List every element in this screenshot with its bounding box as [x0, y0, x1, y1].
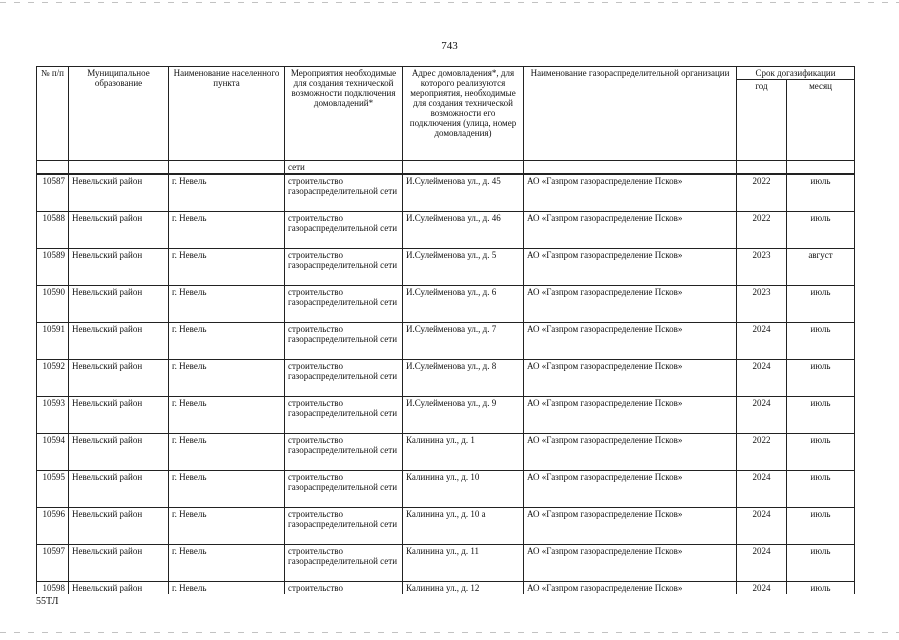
cell-municipality: Невельский район: [69, 286, 169, 323]
cell-year: 2024: [737, 397, 787, 434]
cell-month: июль: [787, 360, 855, 397]
cell-organization: АО «Газпром газораспределение Псков»: [524, 508, 737, 545]
cell-organization: АО «Газпром газораспределение Псков»: [524, 397, 737, 434]
cell-year: 2022: [737, 434, 787, 471]
table-row: [37, 286, 855, 323]
cell-address: И.Сулейменова ул., д. 45: [403, 174, 524, 212]
cell-month: август: [787, 249, 855, 286]
cell-num: 10593: [37, 397, 69, 434]
header-measures: Мероприятия необходимые для создания технической возможности подключения домовладений*: [285, 67, 403, 161]
cell-year: 2024: [737, 508, 787, 545]
cell-organization: АО «Газпром газораспределение Псков»: [524, 286, 737, 323]
header-address: Адрес домовладения*, для которого реализуются мероприятия, необходимые для создания технической возможности его подключения (улица, номер домовладения): [403, 67, 524, 161]
cell-num: 10590: [37, 286, 69, 323]
cell-settlement: г. Невель: [169, 471, 285, 508]
table-body: [37, 161, 855, 595]
cell-measure: строительство газораспределительной сети: [285, 323, 403, 360]
cell-municipality: Невельский район: [69, 471, 169, 508]
gasification-table: [36, 66, 855, 594]
cell-num: 10592: [37, 360, 69, 397]
cell-num: 10598: [37, 582, 69, 595]
cell-year: 2024: [737, 582, 787, 595]
cell-year: 2024: [737, 323, 787, 360]
table-row: [37, 471, 855, 508]
cell-month: июль: [787, 471, 855, 508]
scan-edge-bottom: [0, 632, 899, 633]
cell-address: И.Сулейменова ул., д. 5: [403, 249, 524, 286]
cell-year: 2022: [737, 212, 787, 249]
cell-address: Калинина ул., д. 10: [403, 471, 524, 508]
cell-municipality: Невельский район: [69, 360, 169, 397]
cell-month: июль: [787, 397, 855, 434]
cell-month: июль: [787, 582, 855, 595]
table-row: [37, 582, 855, 595]
cell-address: Калинина ул., д. 10 а: [403, 508, 524, 545]
table-row: [37, 508, 855, 545]
header-row-1: [37, 67, 855, 80]
cell-address: И.Сулейменова ул., д. 7: [403, 323, 524, 360]
cell-organization: АО «Газпром газораспределение Псков»: [524, 545, 737, 582]
table-row: [37, 545, 855, 582]
cell-settlement: г. Невель: [169, 212, 285, 249]
cell-month: июль: [787, 434, 855, 471]
cell-month: июль: [787, 545, 855, 582]
cell-address: Калинина ул., д. 11: [403, 545, 524, 582]
cell-address: И.Сулейменова ул., д. 6: [403, 286, 524, 323]
scan-edge-top: [0, 2, 899, 3]
cell-measure: строительство газораспределительной сети: [285, 360, 403, 397]
table-row: [37, 174, 855, 212]
cell-settlement: г. Невель: [169, 582, 285, 595]
cell-municipality: Невельский район: [69, 249, 169, 286]
table-row: [37, 323, 855, 360]
cell-organization: АО «Газпром газораспределение Псков»: [524, 212, 737, 249]
footer-code: 55ТЛ: [36, 596, 59, 607]
header-month: месяц: [787, 80, 855, 161]
header-num: № п/п: [37, 67, 69, 161]
header-organization: Наименование газораспределительной организации: [524, 67, 737, 161]
cell-measure: строительство газораспределительной сети: [285, 508, 403, 545]
cell-address: И.Сулейменова ул., д. 8: [403, 360, 524, 397]
cell-month: июль: [787, 286, 855, 323]
cell-settlement: г. Невель: [169, 249, 285, 286]
header-settlement: Наименование населенного пункта: [169, 67, 285, 161]
cell-settlement: г. Невель: [169, 360, 285, 397]
cell-organization: АО «Газпром газораспределение Псков»: [524, 582, 737, 595]
cell-address: И.Сулейменова ул., д. 9: [403, 397, 524, 434]
continuation-cell: сети: [285, 161, 403, 175]
cell-year: 2024: [737, 545, 787, 582]
header-municipality: Муниципальное образование: [69, 67, 169, 161]
table-row: [37, 212, 855, 249]
cell-measure: строительство газораспределительной сети: [285, 397, 403, 434]
cell-num: 10596: [37, 508, 69, 545]
cell-month: июль: [787, 212, 855, 249]
page-number: 743: [441, 40, 458, 52]
cell-organization: АО «Газпром газораспределение Псков»: [524, 249, 737, 286]
header-term: Срок догазификации: [737, 67, 855, 80]
table-row: [37, 249, 855, 286]
cell-organization: АО «Газпром газораспределение Псков»: [524, 174, 737, 212]
cell-year: 2024: [737, 471, 787, 508]
cell-num: 10588: [37, 212, 69, 249]
cell-measure: строительство газораспределительной сети: [285, 174, 403, 212]
cell-municipality: Невельский район: [69, 545, 169, 582]
cell-municipality: Невельский район: [69, 508, 169, 545]
cell-year: 2024: [737, 360, 787, 397]
cell-measure: строительство газораспределительной сети: [285, 249, 403, 286]
cell-measure: строительство газораспределительной сети: [285, 434, 403, 471]
cell-measure: строительство газораспределительной сети: [285, 471, 403, 508]
cell-num: 10594: [37, 434, 69, 471]
cell-month: июль: [787, 508, 855, 545]
cell-year: 2023: [737, 286, 787, 323]
cell-organization: АО «Газпром газораспределение Псков»: [524, 323, 737, 360]
cell-settlement: г. Невель: [169, 174, 285, 212]
cell-month: июль: [787, 174, 855, 212]
cell-year: 2023: [737, 249, 787, 286]
cell-measure: строительство газораспределительной сети: [285, 286, 403, 323]
cell-month: июль: [787, 323, 855, 360]
cell-year: 2022: [737, 174, 787, 212]
cell-settlement: г. Невель: [169, 323, 285, 360]
cell-municipality: Невельский район: [69, 397, 169, 434]
cell-organization: АО «Газпром газораспределение Псков»: [524, 434, 737, 471]
cell-num: 10587: [37, 174, 69, 212]
cell-settlement: г. Невель: [169, 508, 285, 545]
cell-settlement: г. Невель: [169, 434, 285, 471]
cell-measure: строительство: [285, 582, 403, 595]
cell-num: 10591: [37, 323, 69, 360]
cell-municipality: Невельский район: [69, 212, 169, 249]
cell-measure: строительство газораспределительной сети: [285, 212, 403, 249]
header-year: год: [737, 80, 787, 161]
cell-address: И.Сулейменова ул., д. 46: [403, 212, 524, 249]
cell-municipality: Невельский район: [69, 582, 169, 595]
cell-municipality: Невельский район: [69, 323, 169, 360]
cell-num: 10589: [37, 249, 69, 286]
cell-municipality: Невельский район: [69, 434, 169, 471]
table-row: [37, 397, 855, 434]
table-row: [37, 360, 855, 397]
continuation-row: [37, 161, 855, 175]
cell-num: 10597: [37, 545, 69, 582]
cell-municipality: Невельский район: [69, 174, 169, 212]
cell-address: Калинина ул., д. 1: [403, 434, 524, 471]
cell-measure: строительство газораспределительной сети: [285, 545, 403, 582]
table-row: [37, 434, 855, 471]
cell-organization: АО «Газпром газораспределение Псков»: [524, 471, 737, 508]
cell-settlement: г. Невель: [169, 545, 285, 582]
cell-organization: АО «Газпром газораспределение Псков»: [524, 360, 737, 397]
cell-settlement: г. Невель: [169, 286, 285, 323]
cell-num: 10595: [37, 471, 69, 508]
cell-address: Калинина ул., д. 12: [403, 582, 524, 595]
cell-settlement: г. Невель: [169, 397, 285, 434]
